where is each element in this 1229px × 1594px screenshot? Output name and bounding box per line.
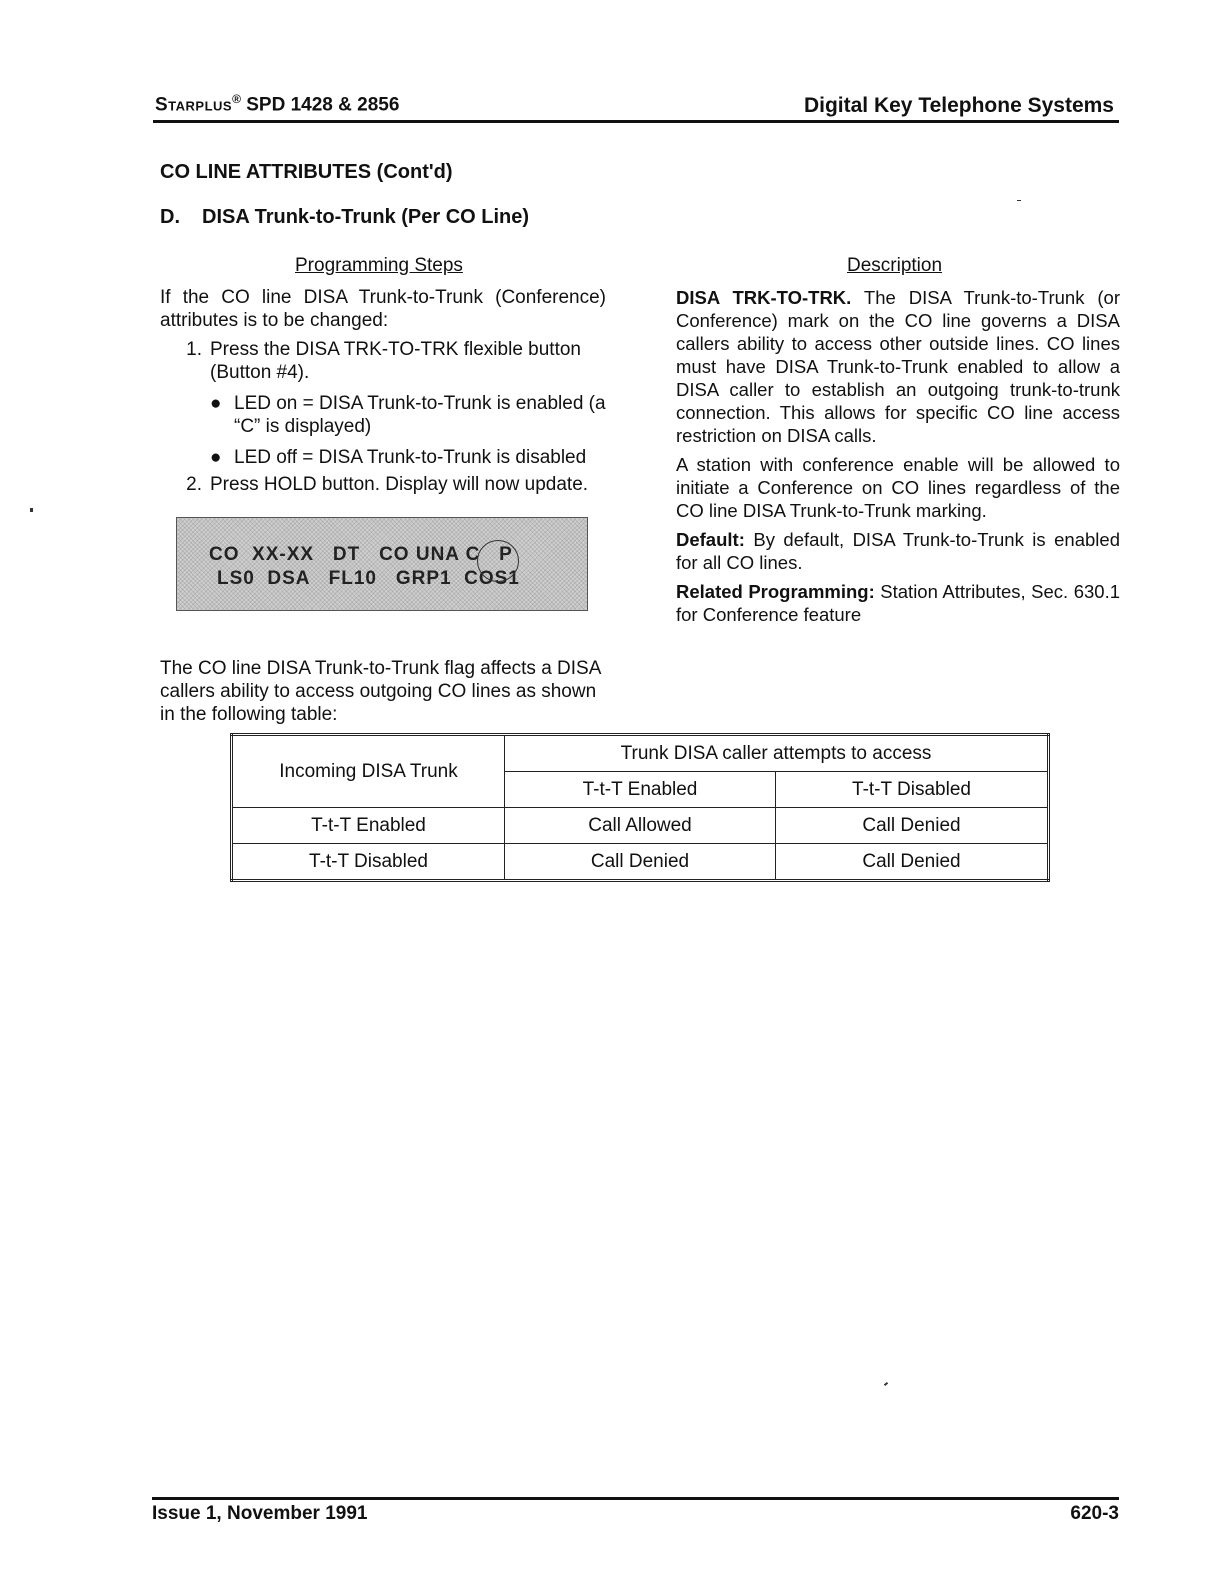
section-title: CO LINE ATTRIBUTES (Cont'd) [160, 161, 453, 183]
lcd-display [176, 517, 588, 611]
lcd-line-2: LS0 DSA FL10 GRP1 COS1 [217, 568, 520, 589]
header-product [155, 92, 399, 116]
footer-rule [152, 1497, 1119, 1500]
scan-speck [30, 508, 33, 512]
steps-intro: If the CO line DISA Trunk-to-Trunk (Conference) attributes is to be changed: [160, 287, 606, 331]
bullet-text: LED on = DISA Trunk-to-Trunk is enabled (a “C” is displayed) [234, 393, 606, 437]
subsection-letter: D. [160, 206, 180, 228]
footer-issue: Issue 1, November 1991 [152, 1503, 368, 1524]
trunk-access-table [230, 733, 1050, 882]
highlight-circle [477, 540, 519, 582]
description-p1 [676, 286, 1120, 447]
related-programming [676, 580, 1120, 626]
term-disa-trk: DISA TRK-TO-TRK. [676, 287, 852, 308]
column-header-disabled: T-t-T Disabled [776, 772, 1049, 808]
description-p2: A station with conference enable will be allowed to initiate a Conference on CO lines regardless of the CO line DISA Trunk-to-Trunk marking. [676, 454, 1120, 521]
page-number: 620-3 [1070, 1503, 1119, 1524]
subsection-title [160, 206, 529, 229]
description [676, 286, 1120, 632]
row-header-cell: Incoming DISA Trunk [232, 735, 505, 808]
brand-name: Starplus [155, 94, 233, 116]
header-rule [153, 120, 1119, 123]
table-row [232, 844, 1049, 881]
registered-mark: ® [232, 92, 241, 106]
programming-steps-heading: Programming Steps [295, 255, 463, 276]
bullet-icon: ● [210, 393, 222, 414]
step-1 [160, 338, 606, 469]
row-label: T-t-T Disabled [232, 844, 505, 881]
related-label: Related Programming: [676, 581, 875, 602]
step-text: Press HOLD button. Display will now update. [210, 474, 589, 495]
step-number: 2. [186, 474, 202, 495]
step-text: Press the DISA TRK-TO-TRK flexible button (Button #4). [210, 339, 581, 383]
header-title: Digital Key Telephone Systems [803, 94, 1114, 117]
step-2 [160, 473, 606, 496]
description-p1-text: The DISA Trunk-to-Trunk (or Conference) mark on the CO line governs a DISA callers ability to access other outside lines. CO lines must have DISA Trunk-to-Trunk enabled to allow a DISA caller to establish an outgoing trunk-to-trunk connection. This allows for specific CO line access restriction on DISA calls. [676, 287, 1120, 446]
lcd-line-1: CO XX-XX DT CO UNA C P [209, 544, 513, 565]
column-header-enabled: T-t-T Enabled [505, 772, 776, 808]
table-intro: The CO line DISA Trunk-to-Trunk flag affects a DISA callers ability to access outgoing CO lines as shown in the following table: [160, 658, 601, 725]
bullet-icon: ● [210, 447, 222, 468]
scan-speck [884, 1382, 888, 1386]
default-note [676, 528, 1120, 574]
table-cell: Call Denied [776, 844, 1049, 881]
bullet-led-on [210, 392, 606, 438]
table-row [232, 808, 1049, 844]
default-label: Default: [676, 529, 745, 550]
description-heading: Description [847, 255, 943, 276]
row-label: T-t-T Enabled [232, 808, 505, 844]
model-numbers: SPD 1428 & 2856 [240, 94, 400, 116]
bullet-led-off [210, 446, 606, 469]
table-cell: Call Allowed [505, 808, 776, 844]
bullet-text: LED off = DISA Trunk-to-Trunk is disabled [234, 447, 587, 468]
subsection-name: DISA Trunk-to-Trunk (Per CO Line) [202, 206, 530, 228]
default-text: By default, DISA Trunk-to-Trunk is enabled for all CO lines. [676, 529, 1120, 573]
step-number: 1. [186, 339, 202, 360]
programming-steps [160, 286, 606, 496]
related-text: Station Attributes, Sec. 630.1 for Conference feature [676, 581, 1121, 625]
group-header-cell: Trunk DISA caller attempts to access [505, 735, 1049, 772]
table-cell: Call Denied [776, 808, 1049, 844]
scan-speck [1017, 200, 1021, 201]
table-cell: Call Denied [505, 844, 776, 881]
